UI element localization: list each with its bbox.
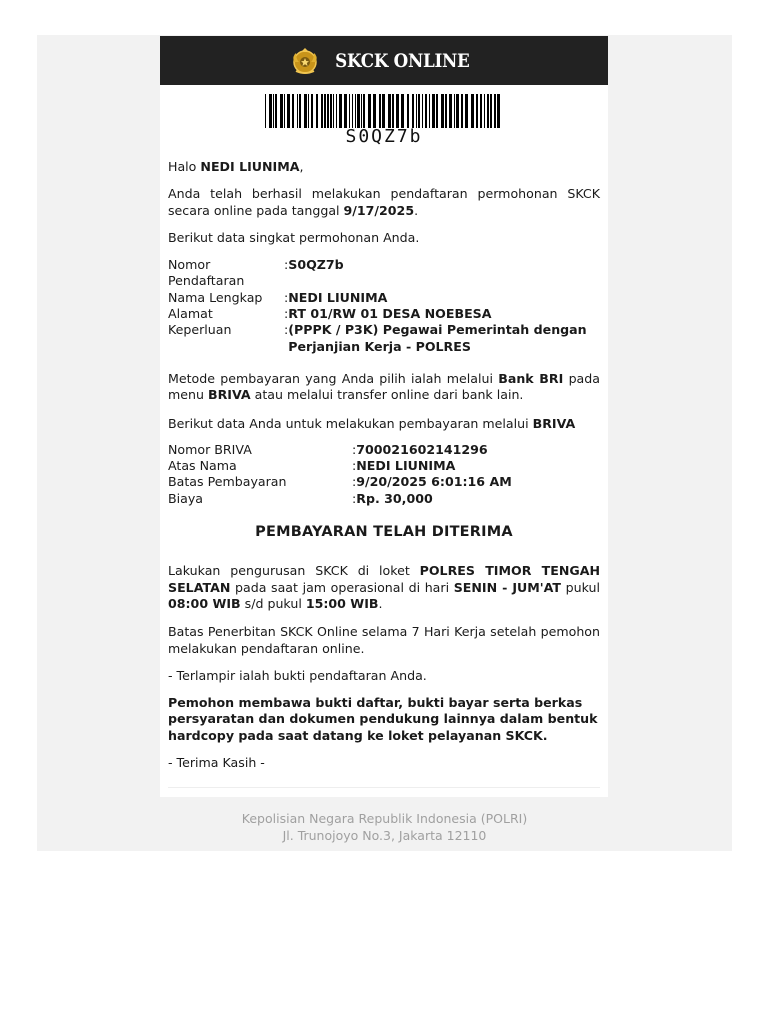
registration-table [168, 257, 600, 355]
payment-label: Nomor BRIVA [168, 441, 252, 457]
polri-emblem-icon [290, 46, 320, 76]
applicant-name: NEDI LIUNIMA [200, 159, 300, 174]
registration-row: Alamat : RT 01/RW 01 DESA NOEBESA [168, 306, 492, 322]
payment-menu: BRIVA [207, 387, 251, 403]
operating-days: SENIN - JUM'AT [453, 579, 562, 595]
email-body [160, 159, 608, 788]
footer-address: Jl. Trunojoyo No.3, Jakarta 12110 [282, 828, 487, 843]
closing-time: 15:00 WIB [305, 595, 379, 611]
payment-intro: Berikut data Anda untuk melakukan pembayaran melalui BRIVA [168, 415, 576, 431]
payment-row: Biaya : Rp. 30,000 [168, 490, 433, 506]
payment-value: 700021602141296 [356, 441, 488, 457]
summary-intro: Berikut data singkat permohonan Anda. [168, 229, 420, 245]
payment-method-paragraph: Metode pembayaran yang Anda pilih ialah melalui Bank BRI pada menu BRIVA atau melalui transfer online dari bank lain. [168, 370, 600, 403]
deadline-note: Batas Penerbitan SKCK Online selama 7 Hari Kerja setelah pemohon melakukan pendaftaran online. [168, 624, 600, 656]
payment-row: Nomor BRIVA : 700021602141296 [168, 441, 488, 457]
registration-label: Keperluan [168, 322, 232, 338]
payment-table [168, 442, 600, 507]
email-card [160, 36, 608, 797]
payment-value: NEDI LIUNIMA [356, 458, 456, 474]
registration-value: (PPPK / P3K) Pegawai Pemerintah dengan Perjanjian Kerja - POLRES [288, 322, 587, 354]
payment-label: Atas Nama [168, 458, 237, 474]
office-name: POLRES TIMOR TENGAH SELATAN [168, 563, 600, 595]
registration-row: Nama Lengkap : NEDI LIUNIMA [168, 289, 388, 305]
instruction-paragraph: Lakukan pengurusan SKCK di loket POLRES TIMOR TENGAH SELATAN pada saat jam operasional di hari SENIN - JUM'AT pukul 08:00 WIB s/d pukul 15:00 WIB. [168, 563, 601, 611]
payment-row: Atas Nama : NEDI LIUNIMA [168, 458, 456, 474]
payment-label: Biaya [168, 490, 204, 506]
payment-row: Batas Pembayaran : 9/20/2025 6:01:16 AM [168, 474, 512, 490]
payment-status: PEMBAYARAN TELAH DITERIMA [255, 524, 513, 541]
header-title: SKCK ONLINE [334, 49, 470, 72]
registration-row: Nomor Pendaftaran : S0QZ7b [168, 257, 344, 289]
opening-time: 08:00 WIB [168, 595, 241, 611]
bring-documents-note: Pemohon membawa bukti daftar, bukti bayar serta berkas persyaratan dan dokumen pendukung lainnya dalam bentuk hardcopy pada saat datang ke loket pelayanan SKCK. [168, 695, 598, 743]
registration-label: Nomor Pendaftaran [168, 257, 245, 289]
registration-date: 9/17/2025 [343, 202, 415, 218]
divider [168, 787, 600, 788]
intro-paragraph: Anda telah berhasil melakukan pendaftaran permohonan SKCK secara online pada tanggal 9/17/2025. [168, 186, 600, 218]
payment-value: Rp. 30,000 [356, 490, 433, 506]
closing-text: - Terima Kasih - [168, 755, 265, 771]
registration-label: Nama Lengkap [168, 289, 263, 305]
registration-row: Keperluan : (PPPK / P3K) Pegawai Pemerintah dengan Perjanjian Kerja - POLRES [168, 322, 600, 355]
bank-name: Bank BRI [498, 370, 564, 386]
barcode-code: S0QZ7b [345, 126, 423, 147]
email-background [37, 35, 732, 851]
greeting: Halo NEDI LIUNIMA, [168, 159, 304, 174]
footer-organization: Kepolisian Negara Republik Indonesia (POLRI) [241, 811, 528, 826]
payment-label: Batas Pembayaran [168, 474, 287, 490]
registration-value: NEDI LIUNIMA [288, 289, 388, 305]
registration-barcode [160, 94, 608, 150]
barcode-image [265, 94, 503, 128]
header-banner [160, 36, 608, 85]
registration-label: Alamat [168, 306, 213, 322]
email-footer [37, 810, 732, 844]
attachment-note: - Terlampir ialah bukti pendaftaran Anda. [168, 667, 427, 683]
registration-value: RT 01/RW 01 DESA NOEBESA [288, 306, 492, 322]
payment-value: 9/20/2025 6:01:16 AM [356, 474, 512, 490]
registration-value: S0QZ7b [288, 257, 344, 273]
